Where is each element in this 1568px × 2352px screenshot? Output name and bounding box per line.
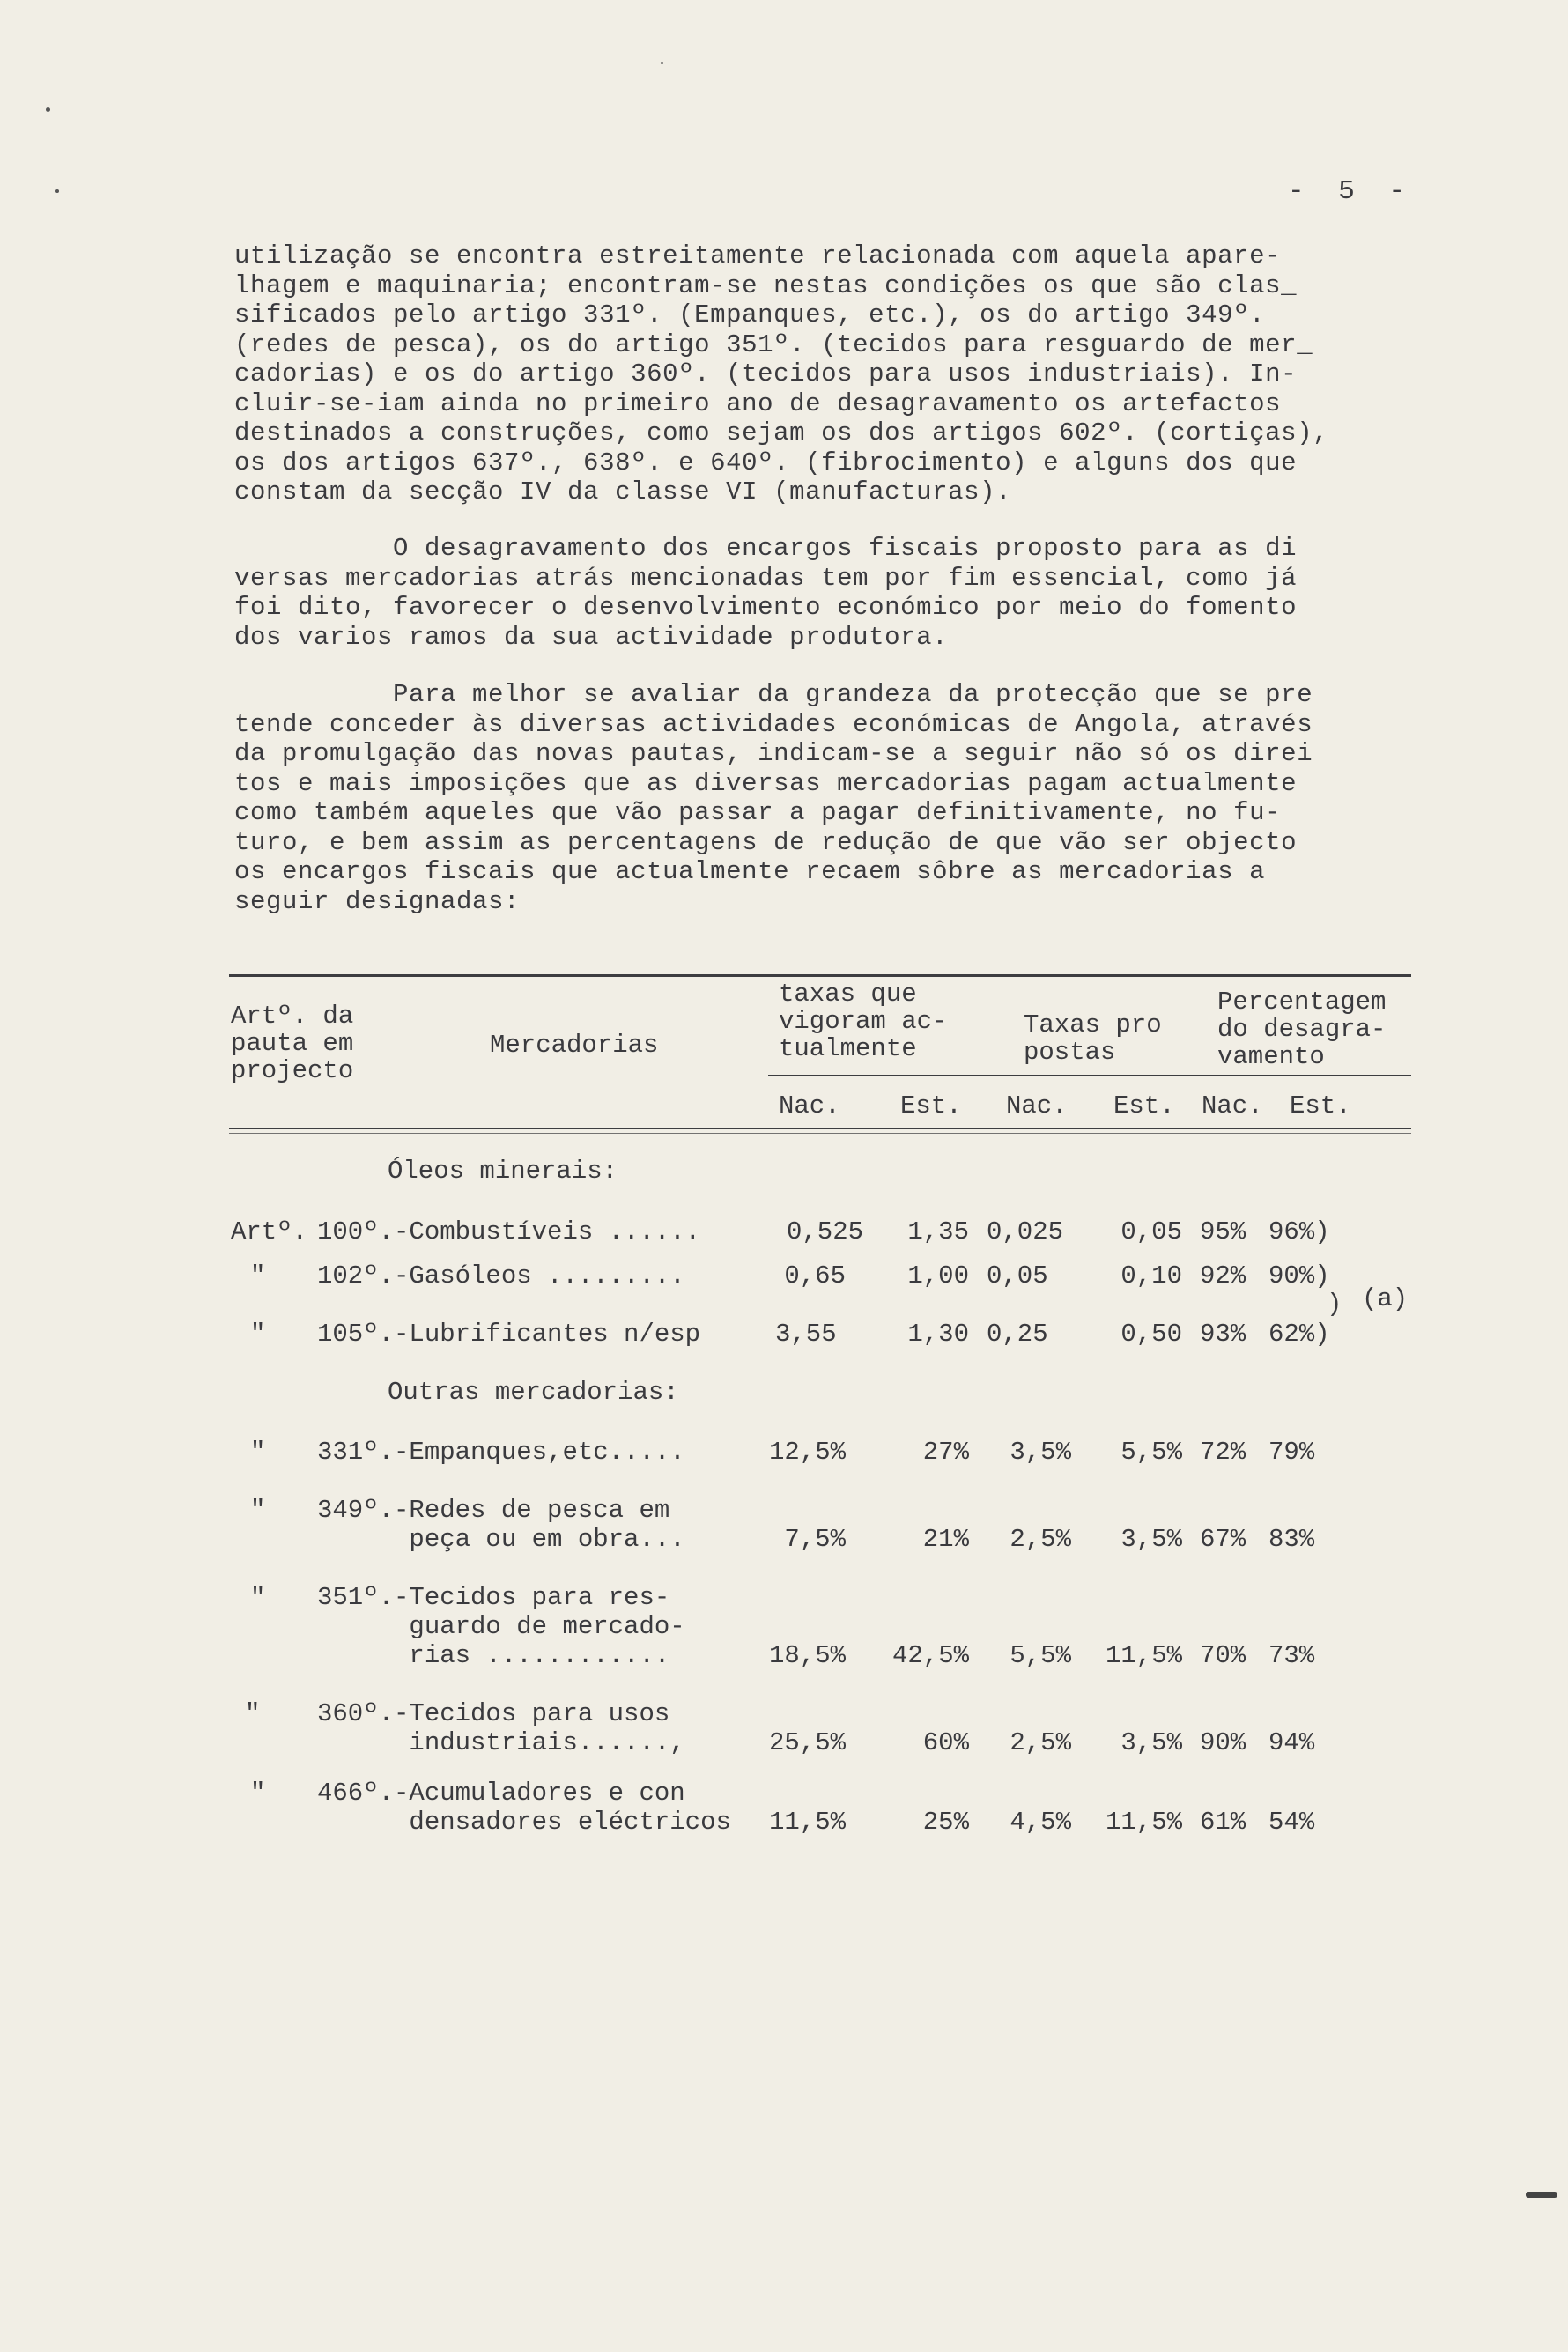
header-mercadorias: Mercadorias — [490, 1031, 659, 1060]
cell-perc-est: 96%) — [1268, 1217, 1330, 1246]
cell-prop-nac: 0,025 — [987, 1217, 1064, 1246]
cell-perc-nac: 61% — [1200, 1808, 1246, 1837]
note-a: (a) — [1362, 1284, 1409, 1313]
subheader-vig-est: Est. — [900, 1091, 962, 1121]
cell-prop-nac: 3,5% — [1010, 1438, 1071, 1467]
bracket-mark: ) — [1327, 1290, 1342, 1319]
cell-prop-est: 0,05 — [1121, 1217, 1182, 1246]
cell-vig-est: 27% — [922, 1438, 969, 1467]
cell-prop-est: 3,5% — [1121, 1525, 1182, 1554]
cell-vig-nac: 3,55 — [775, 1320, 837, 1349]
cell-perc-est: 73% — [1268, 1641, 1315, 1670]
paragraph-3: Para melhor se avaliar da grandeza da protecção que se pre tende conceder às diversas actividades económicas de Angola, através da promulgação das novas pautas, indicam-se a seguir não só os direi tos e mais imposições que as diversas mercadorias pagam actualmente como também aqueles que vão passar a pagar definitivamente, no fu- turo, e bem assim as percentagens de redução de que vão ser objecto os encargos fiscais que actualmente recaem sôbre as mercadorias a seguir designadas: — [234, 680, 1313, 916]
table-header-bottom-rule-thin — [229, 1133, 1411, 1134]
paragraph-1: utilização se encontra estreitamente relacionada com aquela apare- lhagem e maquinaria; encontram-se nestas condições os que são clas_ sificados pelo artigo 331º. (Empanques, etc.), os do artigo 349º. (redes de pesca), os do artigo 351º. (tecidos para resguardo de mer_ cadorias) e os do artigo 360º. (tecidos para usos industriais). In- cluir-se-iam ainda no primeiro ano de desagravamento os artefactos destinados a construções, como sejam os dos artigos 602º. (cortiças), os dos artigos 637º., 638º. e 640º. (fibrocimento) e alguns dos que constam da secção IV da classe VI (manufacturas). — [234, 241, 1329, 507]
cell-prop-est: 0,10 — [1121, 1261, 1182, 1291]
header-taxas-vigoram: taxas que vigoram ac- tualmente — [779, 980, 948, 1063]
cell-vig-nac: 18,5% — [768, 1641, 846, 1670]
subheader-prop-nac: Nac. — [1006, 1091, 1068, 1121]
paper-mark — [1526, 2192, 1557, 2198]
row-prefix: " — [250, 1320, 266, 1349]
cell-vig-nac: 12,5% — [768, 1438, 846, 1467]
page-number: - 5 - — [1288, 176, 1415, 207]
subheader-perc-est: Est. — [1290, 1091, 1351, 1121]
cell-prop-est: 3,5% — [1121, 1728, 1182, 1757]
row-prefix: " — [250, 1261, 266, 1291]
cell-prop-nac: 4,5% — [1010, 1808, 1071, 1837]
subheader-perc-nac: Nac. — [1202, 1091, 1263, 1121]
cell-perc-nac: 67% — [1200, 1525, 1246, 1554]
row-prefix: " — [245, 1699, 261, 1728]
section-label-oleos: Óleos minerais: — [388, 1157, 618, 1186]
row-prefix: " — [250, 1496, 266, 1525]
header-taxas-propostas: Taxas pro postas — [1024, 1010, 1162, 1067]
cell-vig-est: 42,5% — [891, 1641, 969, 1670]
paper-speck — [55, 189, 59, 193]
section-label-outras: Outras mercadorias: — [388, 1378, 679, 1407]
cell-prop-est: 11,5% — [1105, 1808, 1182, 1837]
cell-prop-est: 11,5% — [1105, 1641, 1182, 1670]
cell-prop-nac: 0,05 — [987, 1261, 1048, 1291]
row-description: 351º.-Tecidos para res- guardo de mercado- rias ............ — [317, 1583, 685, 1670]
row-description: 349º.-Redes de pesca em peça ou em obra... — [317, 1496, 685, 1554]
cell-perc-est: 54% — [1268, 1808, 1315, 1837]
cell-perc-nac: 90% — [1200, 1728, 1246, 1757]
cell-vig-nac: 11,5% — [768, 1808, 846, 1837]
cell-vig-nac: 0,65 — [784, 1261, 846, 1291]
cell-vig-nac: 7,5% — [784, 1525, 846, 1554]
row-description: 105º.-Lubrificantes n/esp — [317, 1320, 701, 1349]
table-top-rule — [229, 974, 1411, 977]
cell-vig-nac: 25,5% — [768, 1728, 846, 1757]
cell-perc-est: 90%) — [1268, 1261, 1330, 1291]
table-header-bottom-rule — [229, 1128, 1411, 1129]
cell-perc-nac: 93% — [1200, 1320, 1246, 1349]
cell-perc-nac: 72% — [1200, 1438, 1246, 1467]
cell-perc-nac: 92% — [1200, 1261, 1246, 1291]
cell-perc-nac: 95% — [1200, 1217, 1246, 1246]
cell-perc-est: 62%) — [1268, 1320, 1330, 1349]
cell-vig-est: 1,35 — [907, 1217, 969, 1246]
cell-prop-nac: 0,25 — [987, 1320, 1048, 1349]
cell-perc-est: 94% — [1268, 1728, 1315, 1757]
cell-vig-est: 1,30 — [907, 1320, 969, 1349]
cell-vig-est: 21% — [922, 1525, 969, 1554]
table-subheader-rule — [768, 1075, 1411, 1076]
header-artigo: Artº. da pauta em projecto — [231, 1002, 354, 1085]
cell-perc-nac: 70% — [1200, 1641, 1246, 1670]
cell-prop-nac: 2,5% — [1010, 1728, 1071, 1757]
row-description: 331º.-Empanques,etc..... — [317, 1438, 685, 1467]
cell-vig-est: 25% — [922, 1808, 969, 1837]
cell-prop-est: 0,50 — [1121, 1320, 1182, 1349]
cell-perc-est: 83% — [1268, 1525, 1315, 1554]
subheader-vig-nac: Nac. — [779, 1091, 840, 1121]
cell-vig-est: 60% — [922, 1728, 969, 1757]
row-prefix: " — [250, 1583, 266, 1612]
cell-vig-nac: 0,525 — [786, 1217, 863, 1246]
subheader-prop-est: Est. — [1113, 1091, 1175, 1121]
row-description: 360º.-Tecidos para usos industriais......, — [317, 1699, 685, 1757]
header-percentagem: Percentagem do desagra- vamento — [1217, 987, 1387, 1071]
cell-prop-nac: 2,5% — [1010, 1525, 1071, 1554]
row-prefix: " — [250, 1438, 266, 1467]
cell-prop-nac: 5,5% — [1010, 1641, 1071, 1670]
paragraph-2: O desagravamento dos encargos fiscais proposto para as di versas mercadorias atrás mencionadas tem por fim essencial, como já foi dito, favorecer o desenvolvimento económico por meio do fomento dos varios ramos da sua actividade produtora. — [234, 534, 1298, 652]
row-prefix: " — [250, 1779, 266, 1808]
cell-vig-est: 1,00 — [907, 1261, 969, 1291]
paper-speck — [661, 62, 663, 64]
cell-perc-est: 79% — [1268, 1438, 1315, 1467]
paper-speck — [46, 107, 50, 112]
row-description: 466º.-Acumuladores e con densadores eléctricos — [317, 1779, 731, 1837]
row-prefix: Artº. — [231, 1217, 308, 1246]
cell-prop-est: 5,5% — [1121, 1438, 1182, 1467]
row-description: 102º.-Gasóleos ......... — [317, 1261, 685, 1291]
row-description: 100º.-Combustíveis ...... — [317, 1217, 701, 1246]
